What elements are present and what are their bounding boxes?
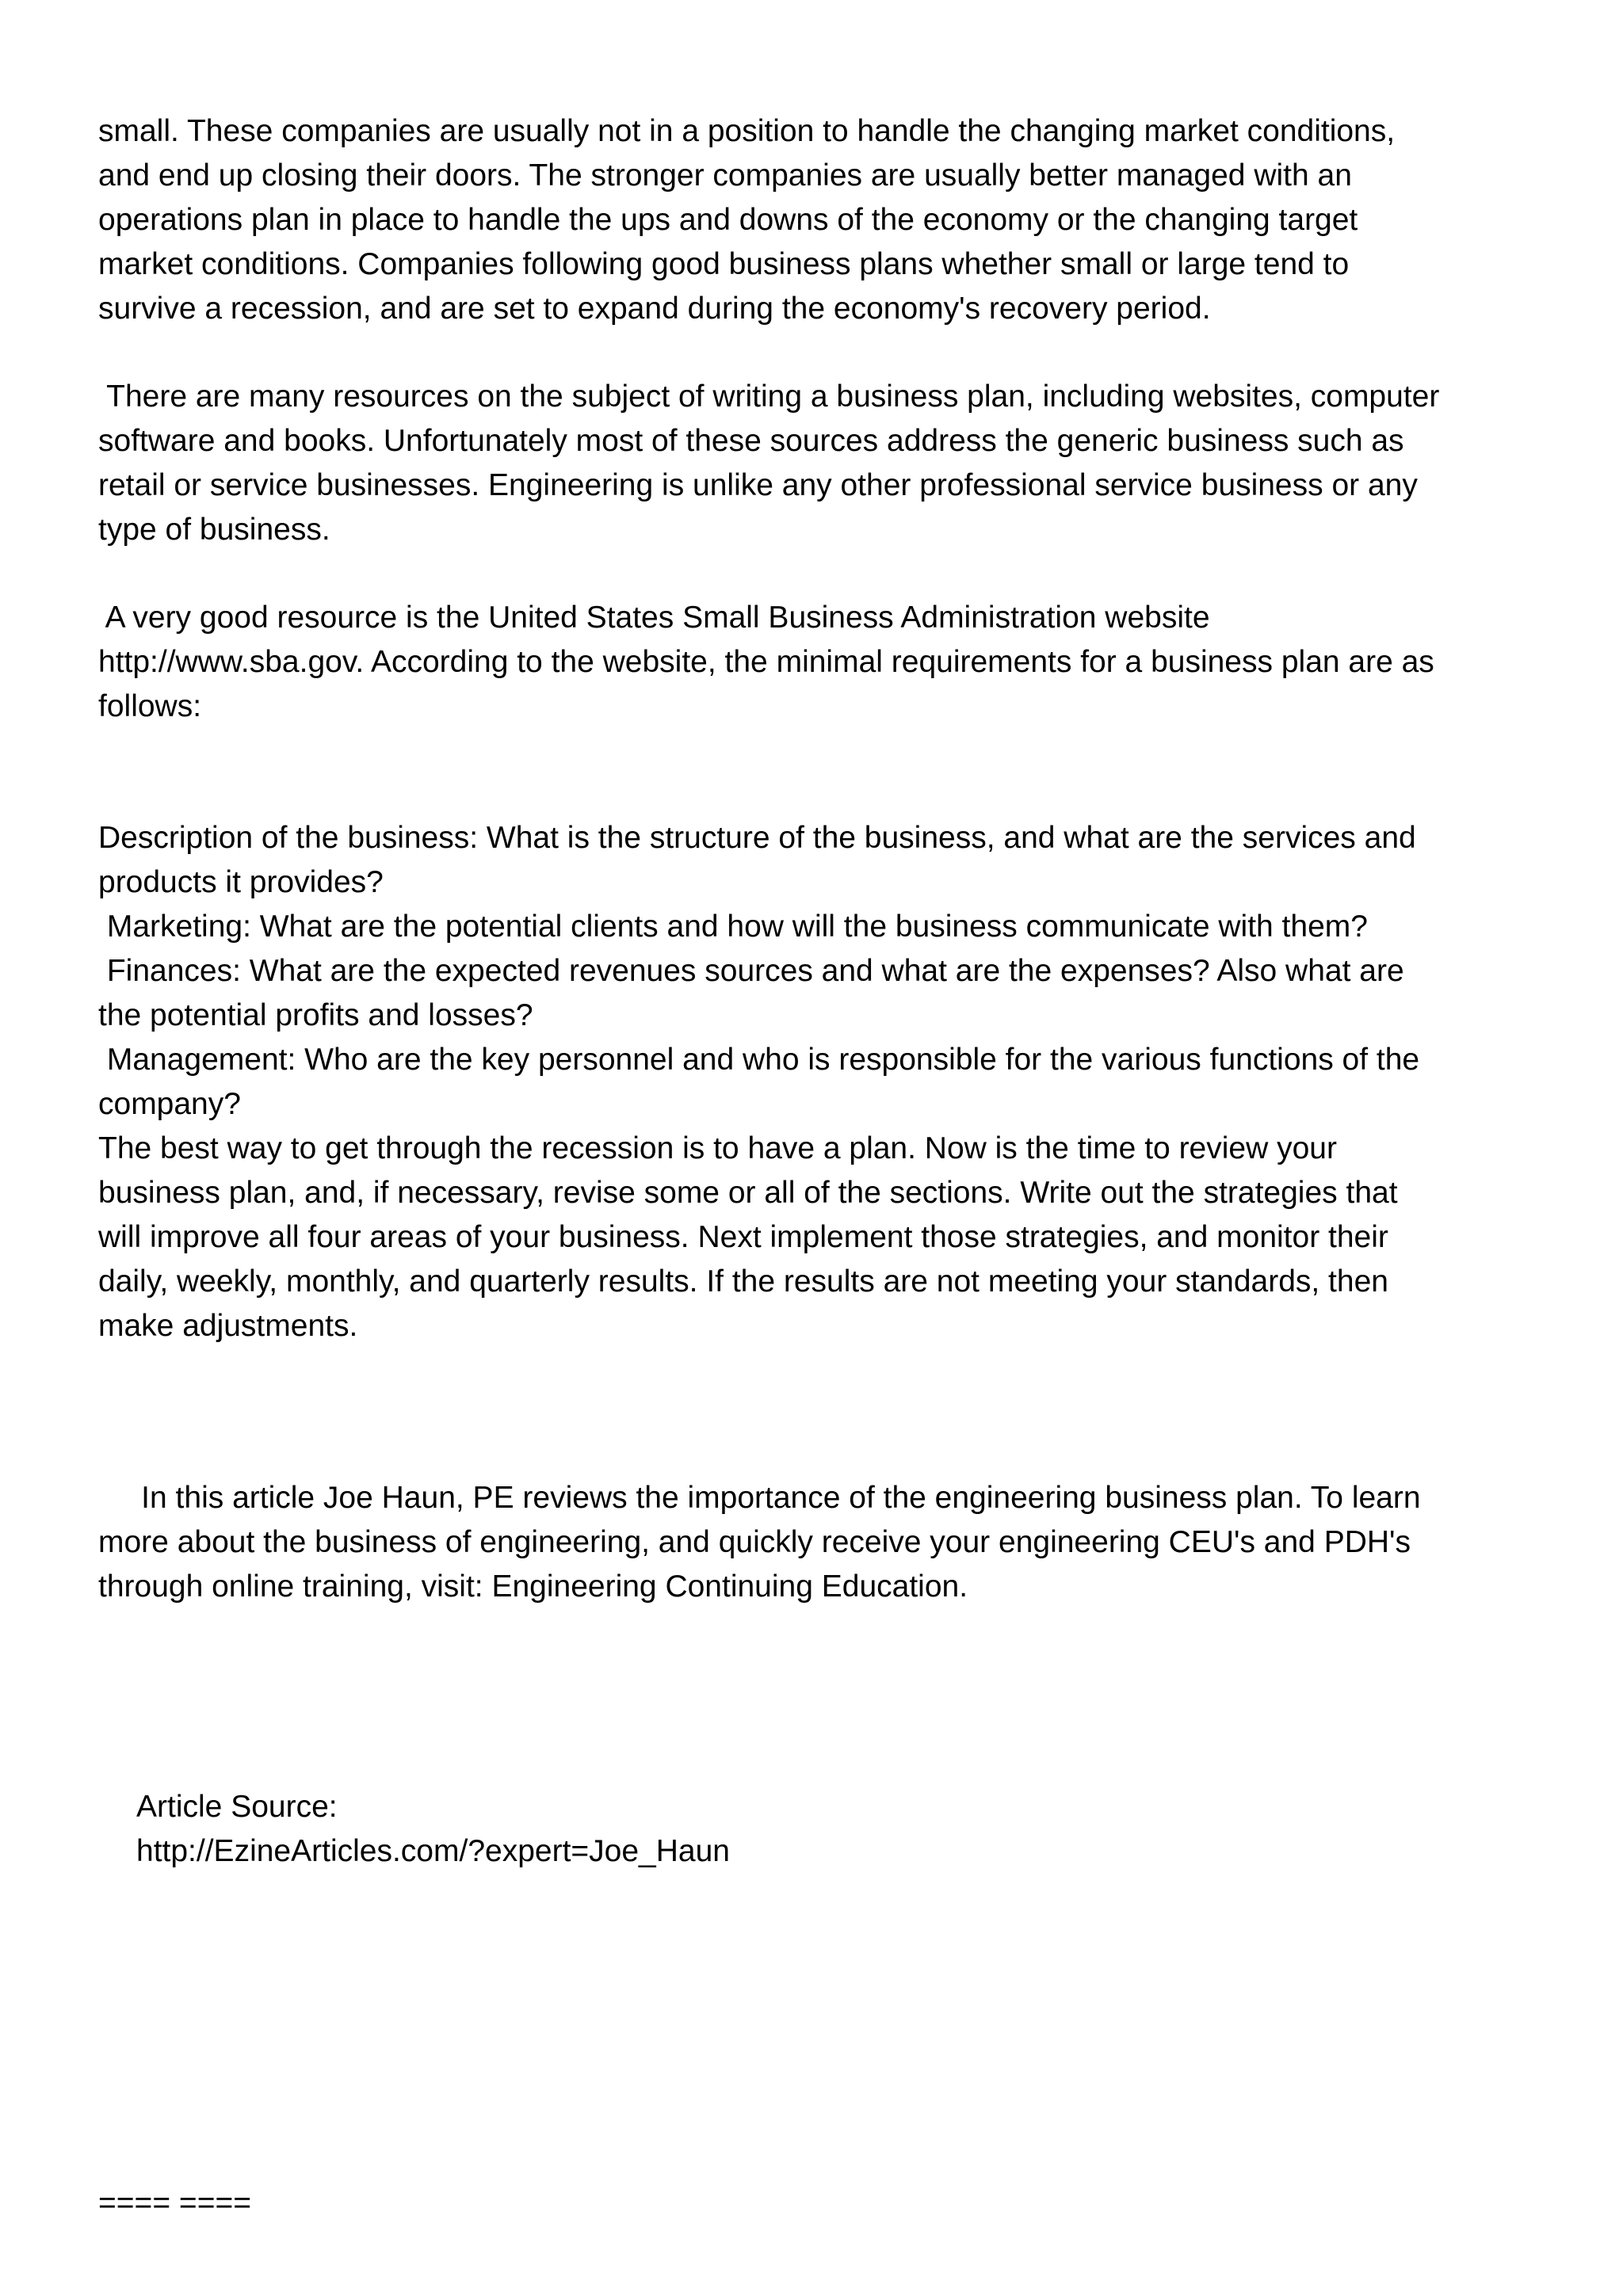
requirements-line-2: products it provides? — [98, 865, 384, 899]
author-note-line-2: more about the business of engineering, and quickly receive your engineering CEU's and PDH's — [98, 1525, 1411, 1559]
requirements-line-5: the potential profits and losses? — [98, 998, 533, 1032]
paragraph-3-line-1: A very good resource is the United States Small Business Administration website — [98, 601, 1210, 635]
paragraph-1-line-3: operations plan in place to handle the ups and downs of the economy or the changing target — [98, 203, 1358, 237]
requirements-line-8: The best way to get through the recession is to have a plan. Now is the time to review your — [98, 1131, 1337, 1165]
requirements-line-9: business plan, and, if necessary, revise some or all of the sections. Write out the strategies that — [98, 1176, 1398, 1210]
requirements-line-4: Finances: What are the expected revenues sources and what are the expenses? Also what are — [98, 954, 1404, 988]
article-source-link[interactable]: http://EzineArticles.com/?expert=Joe_Haun — [136, 1834, 730, 1868]
requirements-line-6: Management: Who are the key personnel and who is responsible for the various functions of the — [98, 1043, 1420, 1077]
paragraph-1-line-2: and end up closing their doors. The stronger companies are usually better managed with an — [98, 158, 1352, 193]
requirements-line-11: daily, weekly, monthly, and quarterly results. If the results are not meeting your standards, then — [98, 1264, 1388, 1299]
paragraph-1-line-1: small. These companies are usually not in a position to handle the changing market conditions, — [98, 114, 1396, 148]
paragraph-2-line-2: software and books. Unfortunately most of these sources address the generic business such as — [98, 424, 1404, 458]
paragraph-1-line-4: market conditions. Companies following good business plans whether small or large tend to — [98, 247, 1350, 281]
author-note-line-1: In this article Joe Haun, PE reviews the importance of the engineering business plan. To learn — [98, 1481, 1421, 1515]
paragraph-3-line-2: http://www.sba.gov. According to the website, the minimal requirements for a business plan are as — [98, 645, 1434, 679]
requirements-line-7: company? — [98, 1087, 241, 1121]
requirements-line-12: make adjustments. — [98, 1309, 358, 1343]
paragraph-2-line-3: retail or service businesses. Engineering is unlike any other professional service business or any — [98, 468, 1418, 502]
separator: ==== ==== — [98, 2186, 252, 2220]
requirements-line-1: Description of the business: What is the structure of the business, and what are the services and — [98, 821, 1416, 855]
requirements-line-3: Marketing: What are the potential clients and how will the business communicate with them? — [98, 910, 1368, 944]
paragraph-2-line-1: There are many resources on the subject of writing a business plan, including websites, computer — [98, 379, 1440, 414]
paragraph-1-line-5: survive a recession, and are set to expand during the economy's recovery period. — [98, 292, 1211, 326]
article-source-label: Article Source: — [136, 1790, 338, 1824]
requirements-line-10: will improve all four areas of your business. Next implement those strategies, and monitor their — [98, 1220, 1388, 1254]
paragraph-2-line-4: type of business. — [98, 513, 330, 547]
author-note-line-3: through online training, visit: Engineering Continuing Education. — [98, 1569, 968, 1604]
paragraph-3-line-3: follows: — [98, 689, 202, 723]
